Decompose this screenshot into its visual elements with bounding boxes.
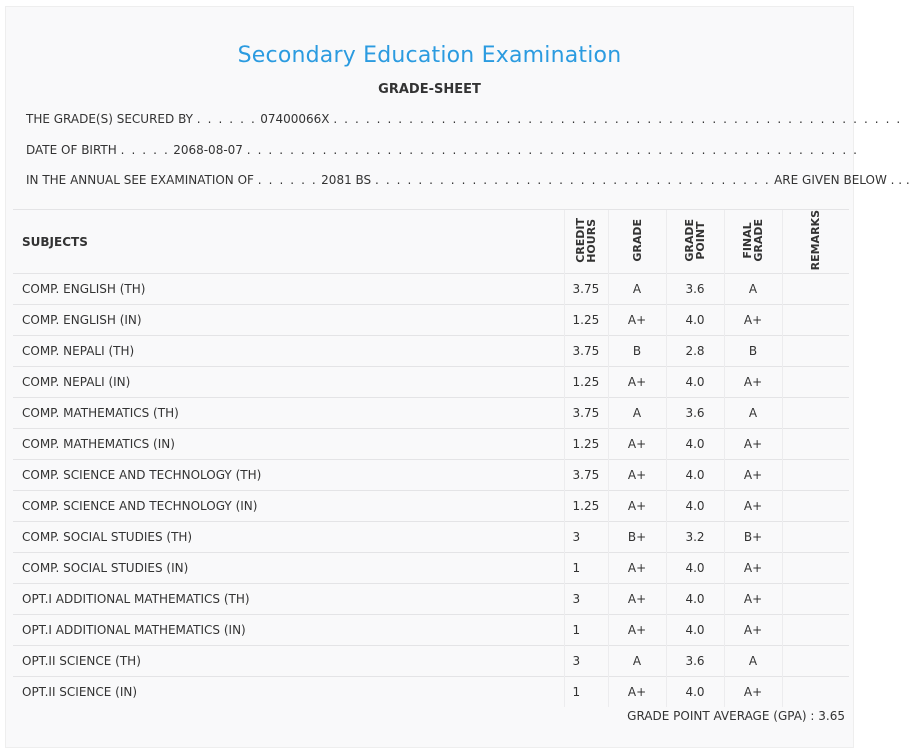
exam-label: IN THE ANNUAL SEE EXAMINATION OF <box>26 173 254 187</box>
final-grade-cell: B+ <box>724 522 782 553</box>
subjects-header-label: SUBJECTS <box>22 234 88 249</box>
grade-cell: A+ <box>608 615 666 646</box>
grade-cell: A <box>608 398 666 429</box>
table-row <box>13 274 849 305</box>
credit-hours-cell: 1.25 <box>564 429 608 460</box>
remarks-cell <box>782 553 849 584</box>
subject-cell: COMP. MATHEMATICS (IN) <box>13 429 564 460</box>
grade-point-cell: 4.0 <box>666 615 724 646</box>
table-row <box>13 429 849 460</box>
final-grade-cell: A+ <box>724 491 782 522</box>
grade-cell: A+ <box>608 460 666 491</box>
subject-cell: COMP. MATHEMATICS (TH) <box>13 398 564 429</box>
grade-point-cell: 4.0 <box>666 584 724 615</box>
remarks-cell <box>782 398 849 429</box>
page-title: Secondary Education Examination <box>237 43 622 68</box>
table-row <box>13 305 849 336</box>
final-grade-cell: A+ <box>724 305 782 336</box>
subject-cell: OPT.I ADDITIONAL MATHEMATICS (TH) <box>13 584 564 615</box>
dob-label: DATE OF BIRTH <box>26 143 117 157</box>
remarks-cell <box>782 305 849 336</box>
final-grade-cell: A+ <box>724 615 782 646</box>
gp-header-line1: GRADE <box>683 218 696 262</box>
credit-hours-cell: 3.75 <box>564 460 608 491</box>
table-row <box>13 491 849 522</box>
credit-hours-cell: 3.75 <box>564 398 608 429</box>
grades-table <box>13 209 849 707</box>
subject-cell: OPT.II SCIENCE (IN) <box>13 677 564 708</box>
page-subtitle: GRADE-SHEET <box>378 82 481 97</box>
subject-cell: COMP. NEPALI (IN) <box>13 367 564 398</box>
given-below-text: ARE GIVEN BELOW . . . <box>774 173 910 187</box>
remarks-cell <box>782 336 849 367</box>
dot-leader: . . . . . . . . . . . . . . . . . . . . . . . . . . . . . . . . . . . . . <box>375 173 771 187</box>
final-grade-cell: A <box>724 646 782 677</box>
credit-hours-cell: 1.25 <box>564 367 608 398</box>
grade-cell: A+ <box>608 553 666 584</box>
final-grade-cell: A+ <box>724 584 782 615</box>
table-row <box>13 398 849 429</box>
remarks-cell <box>782 584 849 615</box>
secured-by-label: THE GRADE(S) SECURED BY <box>26 112 193 126</box>
remarks-cell <box>782 274 849 305</box>
grade-point-cell: 3.6 <box>666 274 724 305</box>
grade-point-header <box>666 210 724 274</box>
final-header-line1: FINAL <box>741 222 754 259</box>
subjects-header <box>13 210 564 274</box>
credit-hours-cell: 1 <box>564 677 608 708</box>
gp-header-line2: POINT <box>694 221 707 260</box>
credit-hours-cell: 3 <box>564 522 608 553</box>
table-row <box>13 367 849 398</box>
grades-table-body <box>13 274 849 708</box>
credit-hours-cell: 1.25 <box>564 305 608 336</box>
credit-hours-cell: 1 <box>564 553 608 584</box>
final-grade-cell: A <box>724 398 782 429</box>
secured-by-line <box>26 112 902 126</box>
grade-cell: A+ <box>608 305 666 336</box>
final-grade-cell: A+ <box>724 460 782 491</box>
grade-cell: A <box>608 274 666 305</box>
table-row <box>13 677 849 708</box>
grade-point-cell: 4.0 <box>666 367 724 398</box>
final-header-line2: GRADE <box>752 218 765 262</box>
grade-cell: B+ <box>608 522 666 553</box>
remarks-cell <box>782 460 849 491</box>
table-row <box>13 646 849 677</box>
remarks-cell <box>782 646 849 677</box>
gpa-value: 3.65 <box>818 709 845 723</box>
subject-cell: COMP. SCIENCE AND TECHNOLOGY (IN) <box>13 491 564 522</box>
final-grade-cell: A+ <box>724 429 782 460</box>
remarks-cell <box>782 367 849 398</box>
grade-point-header-label <box>684 219 706 262</box>
credit-header-line1: CREDIT <box>574 217 587 263</box>
credit-hours-cell: 3 <box>564 584 608 615</box>
subject-cell: COMP. ENGLISH (TH) <box>13 274 564 305</box>
grade-cell: A+ <box>608 584 666 615</box>
remarks-cell <box>782 429 849 460</box>
dot-leader: . . . . . <box>120 143 170 157</box>
grade-point-cell: 4.0 <box>666 677 724 708</box>
grade-sheet <box>5 6 910 748</box>
table-row <box>13 553 849 584</box>
credit-hours-cell: 1 <box>564 615 608 646</box>
grade-point-cell: 3.2 <box>666 522 724 553</box>
dot-leader: . . . . . . <box>196 112 257 126</box>
final-grade-cell: A+ <box>724 367 782 398</box>
subject-cell: OPT.I ADDITIONAL MATHEMATICS (IN) <box>13 615 564 646</box>
dot-leader: . . . . . . <box>257 173 318 187</box>
dot-leader: . . . . . . . . . . . . . . . . . . . . . . . . . . . . . . . . . . . . . . . . . . . . . . . . . . . . . . . . . <box>246 143 859 157</box>
credit-hours-cell: 3 <box>564 646 608 677</box>
credit-hours-cell: 3.75 <box>564 274 608 305</box>
credit-hours-header-label <box>575 218 597 263</box>
grade-point-cell: 4.0 <box>666 553 724 584</box>
subject-cell: COMP. ENGLISH (IN) <box>13 305 564 336</box>
gpa-label: GRADE POINT AVERAGE (GPA) : <box>627 709 815 723</box>
final-grade-cell: A+ <box>724 677 782 708</box>
grade-cell: A+ <box>608 677 666 708</box>
table-row <box>13 584 849 615</box>
subject-cell: COMP. SOCIAL STUDIES (TH) <box>13 522 564 553</box>
credit-hours-cell: 3.75 <box>564 336 608 367</box>
remarks-cell <box>782 522 849 553</box>
grade-point-cell: 4.0 <box>666 491 724 522</box>
remarks-header-label: REMARKS <box>809 210 822 271</box>
subject-cell: COMP. NEPALI (TH) <box>13 336 564 367</box>
grade-cell: A <box>608 646 666 677</box>
grade-cell: A+ <box>608 491 666 522</box>
gpa-summary <box>627 709 845 723</box>
table-header-row <box>13 210 849 274</box>
grade-point-cell: 4.0 <box>666 429 724 460</box>
grade-cell: B <box>608 336 666 367</box>
grade-point-cell: 4.0 <box>666 460 724 491</box>
credit-header-line2: HOURS <box>585 218 598 263</box>
exam-year: 2081 BS <box>321 173 372 187</box>
subject-cell: COMP. SOCIAL STUDIES (IN) <box>13 553 564 584</box>
grade-header-label: GRADE <box>630 218 644 262</box>
remarks-cell <box>782 491 849 522</box>
final-grade-cell: B <box>724 336 782 367</box>
dob-line <box>26 143 859 157</box>
final-grade-header-label <box>742 219 764 262</box>
grade-cell: A+ <box>608 367 666 398</box>
credit-hours-cell: 1.25 <box>564 491 608 522</box>
table-row <box>13 336 849 367</box>
table-row <box>13 460 849 491</box>
grade-point-cell: 3.6 <box>666 398 724 429</box>
grade-point-cell: 3.6 <box>666 646 724 677</box>
subject-cell: OPT.II SCIENCE (TH) <box>13 646 564 677</box>
grade-header <box>608 210 666 274</box>
exam-line <box>26 173 910 187</box>
final-grade-header <box>724 210 782 274</box>
dob-value: 2068-08-07 <box>173 143 243 157</box>
dot-leader: . . . . . . . . . . . . . . . . . . . . . . . . . . . . . . . . . . . . . . . . . . . . . . . . . . . . . <box>333 112 902 126</box>
final-grade-cell: A+ <box>724 553 782 584</box>
grade-cell: A+ <box>608 429 666 460</box>
grade-point-cell: 2.8 <box>666 336 724 367</box>
grade-point-cell: 4.0 <box>666 305 724 336</box>
remarks-header <box>782 210 849 274</box>
remarks-cell <box>782 615 849 646</box>
table-row <box>13 615 849 646</box>
final-grade-cell: A <box>724 274 782 305</box>
credit-hours-header <box>564 210 608 274</box>
remarks-cell <box>782 677 849 708</box>
symbol-number: 07400066X <box>260 112 330 126</box>
subject-cell: COMP. SCIENCE AND TECHNOLOGY (TH) <box>13 460 564 491</box>
table-row <box>13 522 849 553</box>
